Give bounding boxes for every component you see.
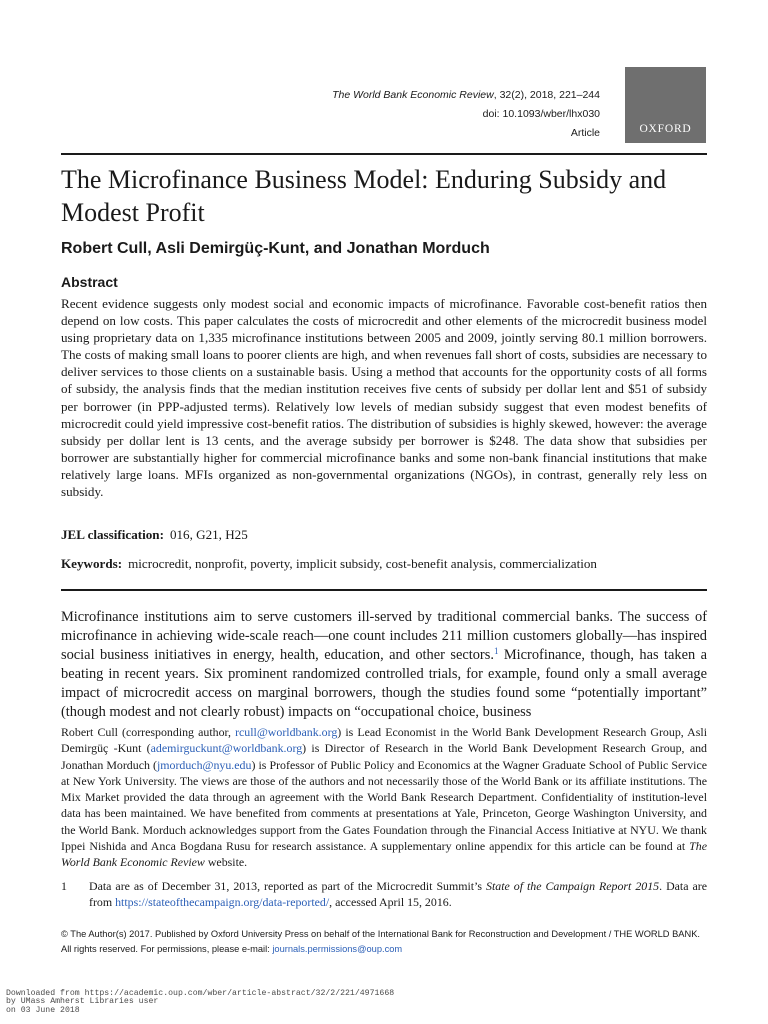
footnote-text — [89, 878, 707, 911]
body-text-part: Microfinance, though, has taken a beating in recent years. Six prominent randomized controlled trials, for example, found only a small average impact of microcredit access on marginal borrowers, though the studies found some “potentially important” (though modest and not clearly robust) impacts on “occupational choice, business — [61, 647, 708, 720]
body-text-part: Microfinance institutions aim to serve customers ill-served by traditional commercial banks. The success of microfinance in achieving wide-scale reach—one count includes 211 million customers globally—has inspired social business initiatives in energy, health, education, and other sectors. — [61, 609, 707, 663]
permissions-text: All rights reserved. For permissions, please e-mail: — [61, 944, 273, 954]
author-note-text: ) is Professor of Public Policy and Economics at the Wagner Graduate School of Public Service at New York University. The views are those of the authors and not necessarily those of the World Bank or its affiliate institutions. The Mix Market provided the data through an agreement with the World Bank Research Department. Confidentiality of institution-level data has been maintained. We have benefited from comments at presentations at Yale, Princeton, George Washington University, and the World Bank. Morduch acknowledges support from the Gates Foundation through the Financial Access Initiative at NYU. We thank Ippei Nishida and Anca Bogdana Rusu for research assistance. A supplementary online appendix for this article can be found at — [61, 757, 708, 854]
copyright-notice — [61, 927, 721, 957]
keywords — [61, 556, 597, 572]
footnote-text-part: . Data are from — [89, 879, 708, 910]
author-note-text: website. — [204, 855, 248, 870]
abstract-text: Recent evidence suggests only modest social and economic impacts of microfinance. Favorable cost-benefit ratios then depend on low costs. This paper calculates the costs of microcredit and other elements of the microcredit business model using proprietary data on 1,335 microfinance institutions between 2005 and 2009, jointly serving 80.1 million borrowers. The costs of making small loans to poorer clients are high, and when revenues fall short of costs, subsidies are necessary to deliver services to those clients on a sustainable basis. Using a method that accounts for the opportunity costs of all forms of subsidy, the analysis finds that the median institution receives five cents of subsidy per dollar lent and $51 of subsidy per borrower (in PPP-adjusted terms). Relatively low levels of median subsidy suggest that even modest benefits of microcredit could yield impressive cost-benefit ratios. The distribution of subsidies is highly skewed, however: the average subsidy per dollar lent is 13 cents, and the average subsidy per borrower is $248. The data show that subsidies per borrower are substantially higher for commercial microfinance banks and some non-bank financial institutions that make relatively large loans. MFIs organized as non-governmental organizations (NGOs), in contrast, generally rely less on subsidy. — [61, 296, 707, 500]
keywords-value: microcredit, nonprofit, poverty, implicit subsidy, cost-benefit analysis, commercialization — [128, 556, 597, 571]
download-stamp-line: Downloaded from https://academic.oup.com/wber/article-abstract/32/2/221/4971668 — [6, 989, 395, 998]
email-link-cull[interactable]: rcull@worldbank.org — [235, 725, 338, 739]
paper-title: The Microfinance Business Model: Enduring Subsidy and Modest Profit — [61, 165, 667, 227]
report-title: State of the Campaign Report 2015 — [486, 879, 660, 893]
download-stamp-line: by UMass Amherst Libraries user — [6, 997, 159, 1007]
jel-label: JEL classification: — [61, 527, 164, 542]
author-note-text: ) is Director of Research in the World Bank Development Research Group, and Jonathan Morduch ( — [61, 741, 707, 772]
oxford-logo — [625, 67, 706, 143]
author-note — [61, 724, 707, 871]
footnote-text-part: Data are as of December 31, 2013, reported as part of the Microcredit Summit’s — [89, 879, 487, 893]
journal-name: The World Bank Economic Review — [332, 89, 494, 101]
download-stamp — [6, 990, 394, 1015]
journal-meta — [332, 86, 600, 143]
journal-citation — [332, 86, 600, 105]
footnote-1 — [61, 878, 707, 911]
article-type: Article — [570, 127, 600, 139]
journal-volume-pages: , 32(2), 2018, 221–244 — [493, 89, 600, 101]
author-note-text: Robert Cull (corresponding author, — [61, 725, 236, 739]
body-paragraph — [61, 608, 707, 722]
jel-value: 016, G21, H25 — [169, 527, 248, 542]
download-stamp-line: on 03 June 2018 — [6, 1005, 80, 1015]
author-note-text: ) is Lead Economist in the World Bank Development Research Group, Asli Demirgüç -Kunt ( — [61, 725, 707, 756]
footnote-number: 1 — [61, 879, 67, 893]
oxford-logo-text: OXFORD — [639, 123, 692, 135]
abstract-heading: Abstract — [61, 274, 118, 290]
journal-name-italic: The World Bank Economic Review — [61, 839, 707, 870]
paper-authors: Robert Cull, Asli Demirgüç-Kunt, and Jonathan Morduch — [61, 240, 490, 257]
data-source-link[interactable]: https://stateofthecampaign.org/data-reported/ — [115, 895, 330, 910]
footnote-text-part: , accessed April 15, 2016. — [329, 895, 452, 910]
permissions-email-link[interactable]: journals.permissions@oup.com — [272, 944, 403, 954]
footnote-ref-link[interactable]: 1 — [493, 646, 499, 656]
keywords-label: Keywords: — [61, 556, 123, 571]
abstract-rule — [61, 589, 707, 591]
copyright-line: © The Author(s) 2017. Published by Oxford University Press on behalf of the International Bank for Reconstruction and Development / THE WORLD BANK. — [61, 929, 701, 939]
jel-classification — [61, 527, 248, 543]
header-rule — [61, 153, 707, 155]
permissions-line — [61, 942, 721, 957]
doi: doi: 10.1093/wber/lhx030 — [482, 108, 600, 120]
email-link-morduch[interactable]: jmorduch@nyu.edu — [156, 757, 252, 772]
email-link-demirguc-kunt[interactable]: ademirguckunt@worldbank.org — [150, 741, 303, 756]
